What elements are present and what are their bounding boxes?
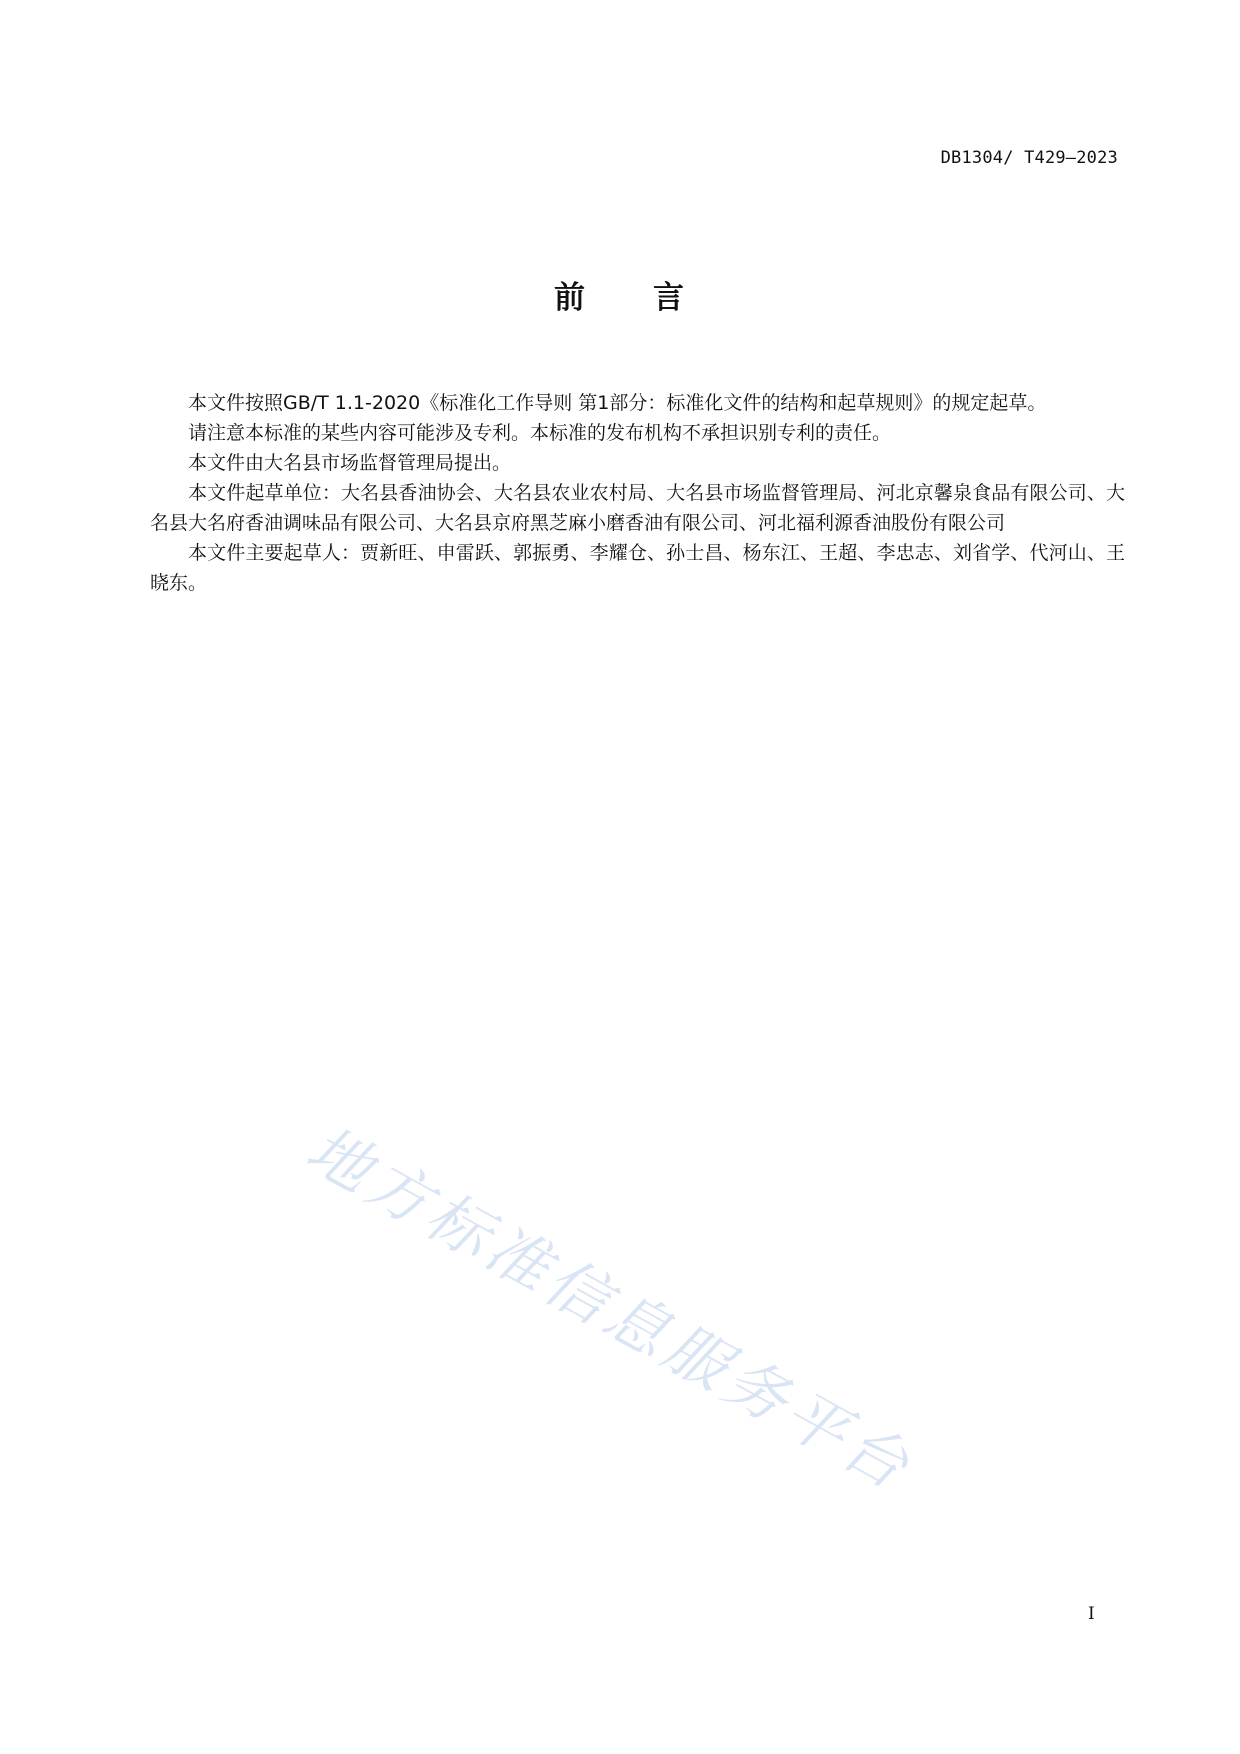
document-code: DB1304/ T429—2023 xyxy=(940,148,1118,168)
heading-char-2: 言 xyxy=(653,280,686,316)
page-number: I xyxy=(1088,1604,1095,1624)
foreword-body xyxy=(150,388,1125,598)
watermark-text: 地方标准信息服务平台 xyxy=(294,1111,926,1506)
paragraph-drafting-rules: 本文件按照GB/T 1.1-2020《标准化工作导则 第1部分：标准化文件的结构和起草规则》的规定起草。 xyxy=(188,392,1047,414)
paragraph-proposer: 本文件由大名县市场监督管理局提出。 xyxy=(188,452,512,474)
paragraph-drafting-units: 本文件起草单位：大名县香油协会、大名县农业农村局、大名县市场监督管理局、河北京馨泉食品有限公司、大名县大名府香油调味品有限公司、大名县京府黑芝麻小磨香油有限公司、河北福利源香油股份有限公司 xyxy=(150,482,1125,534)
heading-char-1: 前 xyxy=(554,280,587,316)
paragraph-patent-notice: 请注意本标准的某些内容可能涉及专利。本标准的发布机构不承担识别专利的责任。 xyxy=(188,422,892,444)
section-heading xyxy=(0,272,1240,317)
paragraph-drafters: 本文件主要起草人：贾新旺、申雷跃、郭振勇、李耀仓、孙士昌、杨东江、王超、李忠志、刘省学、代河山、王晓东。 xyxy=(150,542,1125,594)
